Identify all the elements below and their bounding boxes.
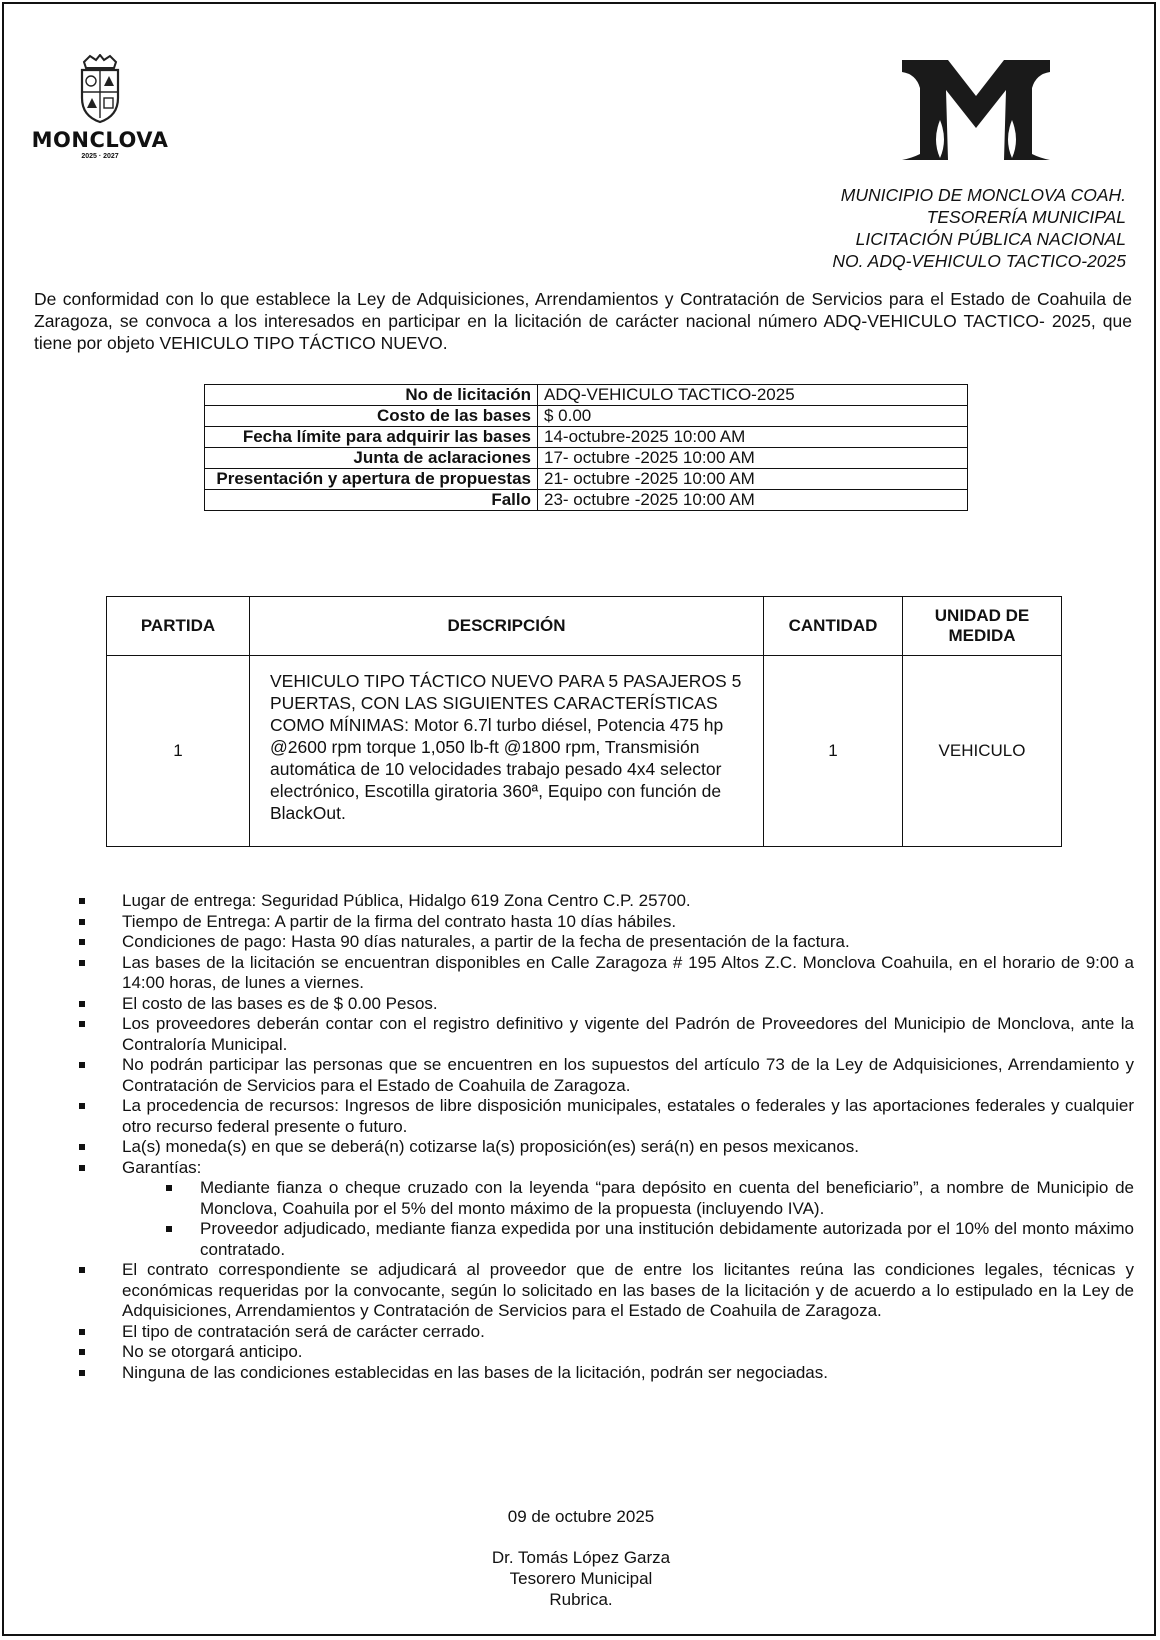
list-item: El contrato correspondiente se adjudicará al proveedor que de entre los licitantes reúna las condiciones legales, técnicas y económicas requeridas por la convocante, según lo solicitado en las bases de la licitación y de acuerdo a lo estipulado en la Ley de Adquisiciones, Arrendamientos y Contratación de Servicios para el Estado de Coahuila de Zaragoza. xyxy=(74,1260,1134,1322)
list-item: La(s) moneda(s) en que se deberá(n) cotizarse la(s) proposición(es) será(n) en pesos mexicanos. xyxy=(74,1137,1134,1158)
list-item: Condiciones de pago: Hasta 90 días naturales, a partir de la fecha de presentación de la factura. xyxy=(74,932,1134,953)
schedule-value: ADQ-VEHICULO TACTICO-2025 xyxy=(538,385,968,406)
header-line-municipio: MUNICIPIO DE MONCLOVA COAH. xyxy=(840,185,1126,205)
list-item: Lugar de entrega: Seguridad Pública, Hidalgo 619 Zona Centro C.P. 25700. xyxy=(74,891,1134,912)
header-unidad: UNIDAD DE MEDIDA xyxy=(903,597,1062,656)
list-item: El costo de las bases es de $ 0.00 Pesos. xyxy=(74,994,1134,1015)
schedule-value: 21- octubre -2025 10:00 AM xyxy=(538,469,968,490)
schedule-label: Costo de las bases xyxy=(205,406,538,427)
signer-title: Tesorero Municipal xyxy=(509,1569,653,1588)
list-item: Garantías: xyxy=(74,1158,1134,1179)
list-item: Ninguna de las condiciones establecidas en las bases de la licitación, podrán ser negociadas. xyxy=(74,1363,1134,1384)
schedule-value: 17- octubre -2025 10:00 AM xyxy=(538,448,968,469)
schedule-row xyxy=(205,490,968,511)
monclova-logo xyxy=(30,54,170,160)
header-descripcion: DESCRIPCIÓN xyxy=(250,597,764,656)
schedule-row xyxy=(205,469,968,490)
list-item: El tipo de contratación será de carácter cerrado. xyxy=(74,1322,1134,1343)
items-table xyxy=(106,596,1062,847)
header-line-numero: NO. ADQ-VEHICULO TACTICO-2025 xyxy=(832,251,1126,271)
list-item: Las bases de la licitación se encuentran disponibles en Calle Zaragoza # 195 Altos Z.C. Monclova Coahuila, en el horario de 9:00 a 14:00 horas, de lunes a viernes. xyxy=(74,953,1134,994)
logo-years: 2025 · 2027 xyxy=(81,153,119,160)
header-line-licitacion: LICITACIÓN PÚBLICA NACIONAL xyxy=(855,229,1126,249)
items-header-row xyxy=(107,597,1062,656)
header-cantidad: CANTIDAD xyxy=(764,597,903,656)
schedule-label: Fallo xyxy=(205,490,538,511)
coat-of-arms-icon xyxy=(70,54,130,124)
cell-cantidad: 1 xyxy=(764,656,903,847)
signature-note: Rubrica. xyxy=(549,1590,613,1609)
list-item: No podrán participar las personas que se encuentren en los supuestos del artículo 73 de la Ley de Adquisiciones, Arrendamiento y Contratación de Servicios para el Estado de Coahuila de Zaragoza. xyxy=(74,1055,1134,1096)
conditions-list xyxy=(74,891,1134,1383)
monclova-m-logo xyxy=(902,58,1050,167)
list-item: Tiempo de Entrega: A partir de la firma del contrato hasta 10 días hábiles. xyxy=(74,912,1134,933)
intro-paragraph: De conformidad con lo que establece la Ley de Adquisiciones, Arrendamientos y Contratación de Servicios para el Estado de Coahuila de Zaragoza, se convoca a los interesados en participar en la licitación de carácter nacional número ADQ-VEHICULO TACTICO- 2025, que tiene por objeto VEHICULO TIPO TÁCTICO NUEVO. xyxy=(34,289,1132,353)
schedule-label: Fecha límite para adquirir las bases xyxy=(205,427,538,448)
document-page xyxy=(2,2,1156,1636)
schedule-label: Junta de aclaraciones xyxy=(205,448,538,469)
sub-list-item: Mediante fianza o cheque cruzado con la leyenda “para depósito en cuenta del beneficiario”, a nombre de Municipio de Monclova, Coahuila por el 5% del monto máximo de la propuesta (incluyendo IVA). xyxy=(74,1178,1134,1219)
list-item: No se otorgará anticipo. xyxy=(74,1342,1134,1363)
signature-block xyxy=(4,1506,1158,1610)
signer-name: Dr. Tomás López Garza xyxy=(491,1548,671,1567)
header-partida: PARTIDA xyxy=(107,597,250,656)
schedule-value: 14-octubre-2025 10:00 AM xyxy=(538,427,968,448)
schedule-value: 23- octubre -2025 10:00 AM xyxy=(538,490,968,511)
schedule-row xyxy=(205,448,968,469)
schedule-label: Presentación y apertura de propuestas xyxy=(205,469,538,490)
schedule-table xyxy=(204,384,968,511)
logo-city-name: MONCLOVA xyxy=(31,128,169,152)
cell-partida: 1 xyxy=(107,656,250,847)
header-block xyxy=(832,184,1126,272)
schedule-row xyxy=(205,427,968,448)
sub-list-item: Proveedor adjudicado, mediante fianza expedida por una institución debidamente autorizada por el 10% del monto máximo contratado. xyxy=(74,1219,1134,1260)
schedule-row xyxy=(205,406,968,427)
schedule-value: $ 0.00 xyxy=(538,406,968,427)
table-row xyxy=(107,656,1062,847)
schedule-label: No de licitación xyxy=(205,385,538,406)
list-item: Los proveedores deberán contar con el registro definitivo y vigente del Padrón de Proveedores del Municipio de Monclova, ante la Contraloría Municipal. xyxy=(74,1014,1134,1055)
document-date: 09 de octubre 2025 xyxy=(507,1507,655,1526)
cell-descripcion: VEHICULO TIPO TÁCTICO NUEVO PARA 5 PASAJEROS 5 PUERTAS, CON LAS SIGUIENTES CARACTERÍSTICAS COMO MÍNIMAS: Motor 6.7l turbo diésel, Potencia 475 hp @2600 rpm torque 1,050 lb-ft @1800 rpm, Transmisión automática de 10 velocidades trabajo pesado 4x4 selector electrónico, Escotilla giratoria 360ª, Equipo con función de BlackOut. xyxy=(250,656,764,847)
list-item: La procedencia de recursos: Ingresos de libre disposición municipales, estatales o federales y las aportaciones federales y cualquier otro recurso federal presente o futuro. xyxy=(74,1096,1134,1137)
cell-unidad: VEHICULO xyxy=(903,656,1062,847)
m-monogram-icon xyxy=(902,58,1050,162)
schedule-row xyxy=(205,385,968,406)
header-line-tesoreria: TESORERÍA MUNICIPAL xyxy=(926,207,1126,227)
